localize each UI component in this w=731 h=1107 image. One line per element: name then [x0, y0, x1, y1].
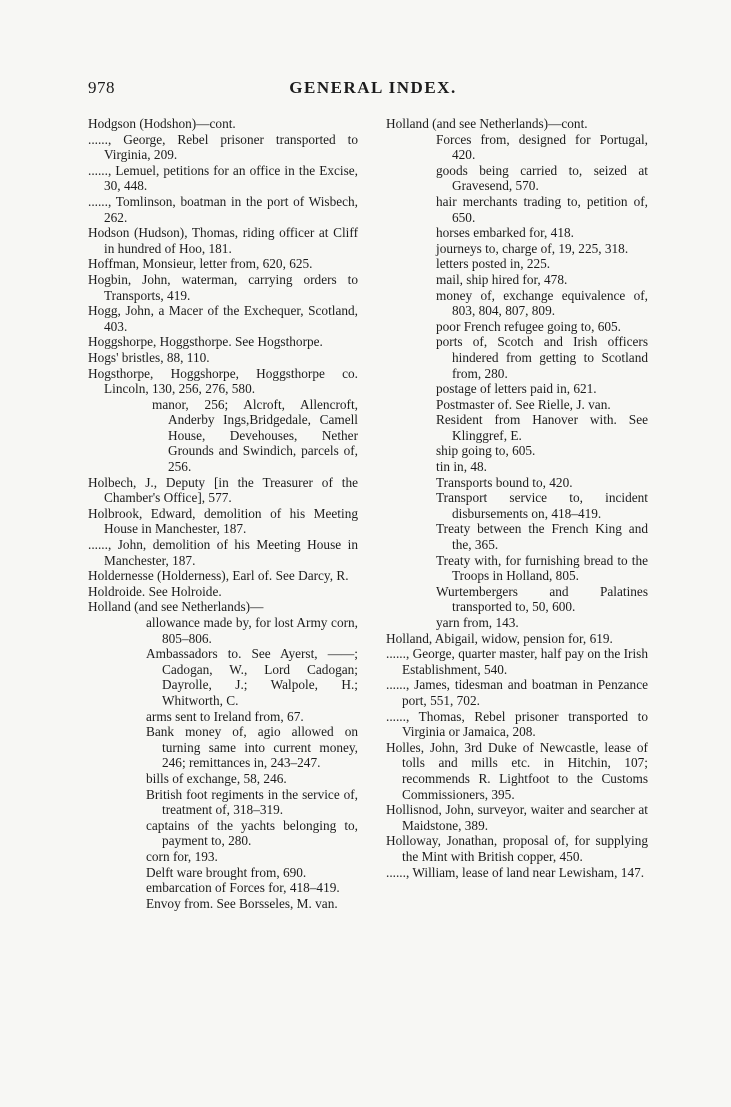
index-entry: Hodson (Hudson), Thomas, riding officer at Cliff in hundred of Hoo, 181. [88, 225, 358, 256]
index-entry: Holland (and see Netherlands)— [88, 599, 264, 615]
index-entry: tin in, 48. [436, 459, 487, 475]
index-entry: Holloway, Jonathan, proposal of, for supplying the Mint with British copper, 450. [386, 833, 648, 864]
index-entry: corn for, 193. [146, 848, 218, 864]
index-entry: ports of, Scotch and Irish officers hindered from getting to Scotland from, 280. [436, 334, 648, 381]
index-entry: Treaty with, for furnishing bread to the Troops in Holland, 805. [436, 552, 648, 584]
index-entry: Holland (and see Netherlands)—cont. [386, 116, 588, 131]
index-entry: embarcation of Forces for, 418–419. [146, 880, 340, 896]
index-entry: Envoy from. See Borsseles, M. van. [146, 895, 338, 911]
index-entry: Wurtembergers and Palatines transported to, 50, 600. [436, 583, 648, 615]
index-entry: Transports bound to, 420. [436, 474, 573, 490]
index-entry: goods being carried to, seized at Gravesend, 570. [436, 162, 648, 194]
index-entry: Hogsthorpe, Hoggshorpe, Hoggsthorpe co. Lincoln, 130, 256, 276, 580. [88, 365, 358, 397]
index-entry: ......, Tomlinson, boatman in the port of Wisbech, 262. [88, 193, 358, 225]
index-column-left [88, 116, 358, 911]
index-entry: Hollisnod, John, surveyor, waiter and searcher at Maidstone, 389. [386, 802, 648, 833]
index-entry: Hoggshorpe, Hoggsthorpe. See Hogsthorpe. [88, 334, 323, 350]
index-entry: ship going to, 605. [436, 443, 536, 459]
index-entry: Hogbin, John, waterman, carrying orders to Transports, 419. [88, 271, 358, 303]
index-entry: ......, George, Rebel prisoner transported to Virginia, 209. [88, 131, 358, 163]
index-entry: bills of exchange, 58, 246. [146, 770, 287, 786]
index-entry: Hogs' bristles, 88, 110. [88, 349, 210, 365]
index-entry: ......, George, quarter master, half pay on the Irish Establishment, 540. [386, 646, 648, 677]
index-entry: manor, 256; Alcroft, Allencroft, Anderby Ings,Bridgedale, Camell House, Devehouses, Nether Grounds and Swindich, parcels of, 256. [152, 396, 358, 475]
index-entry: hair merchants trading to, petition of, 650. [436, 193, 648, 225]
index-entry: captains of the yachts belonging to, payment to, 280. [146, 817, 358, 849]
index-entry: poor French refugee going to, 605. [436, 318, 622, 334]
index-entry: ......, Thomas, Rebel prisoner transported to Virginia or Jamaica, 208. [386, 708, 648, 740]
index-entry: letters posted in, 225. [436, 256, 551, 272]
index-entry: ......, John, demolition of his Meeting House in Manchester, 187. [88, 537, 358, 568]
index-entry: mail, ship hired for, 478. [436, 271, 568, 287]
index-entry: Holbrook, Edward, demolition of his Meeting House in Manchester, 187. [88, 505, 358, 537]
index-entry: allowance made by, for lost Army corn, 805–806. [146, 615, 358, 646]
index-entry: Holles, John, 3rd Duke of Newcastle, lease of tolls and mills etc. in Hitchin, 107; recommends R. Lightfoot to the Customs Commissioners, 395. [386, 739, 648, 802]
index-entry: postage of letters paid in, 621. [436, 381, 597, 397]
index-entry: British foot regiments in the service of, treatment of, 318–319. [146, 786, 358, 818]
index-entry: Holbech, J., Deputy [in the Treasurer of the Chamber's Office], 577. [88, 474, 358, 506]
index-entry: Hogg, John, a Macer of the Exchequer, Scotland, 403. [88, 303, 358, 334]
index-entry: Holland, Abigail, widow, pension for, 619. [386, 630, 613, 646]
index-entry: Holdroide. See Holroide. [88, 583, 222, 599]
index-column-right [386, 116, 648, 880]
index-entry: Bank money of, agio allowed on turning same into current money, 246; remittances in, 243–247. [146, 724, 358, 771]
index-entry: Treaty between the French King and the, 365. [436, 521, 648, 553]
index-entry: yarn from, 143. [436, 615, 519, 630]
page-number: 978 [88, 78, 115, 97]
index-entry: Resident from Hanover with. See Klinggref, E. [436, 412, 648, 443]
index-entry: Hodgson (Hodshon)—cont. [88, 116, 236, 131]
index-entry: money of, exchange equivalence of, 803, 804, 807, 809. [436, 287, 648, 319]
page-header [88, 78, 658, 100]
index-entry: Postmaster of. See Rielle, J. van. [436, 396, 611, 412]
index-entry: journeys to, charge of, 19, 225, 318. [436, 240, 629, 256]
index-entry: horses embarked for, 418. [436, 225, 574, 241]
running-head-title: GENERAL INDEX. [289, 78, 457, 97]
index-entry: Delft ware brought from, 690. [146, 864, 307, 880]
index-entry: ......, Lemuel, petitions for an office in the Excise, 30, 448. [88, 162, 358, 194]
index-entry: Transport service to, incident disbursements on, 418–419. [436, 490, 648, 521]
index-entry: arms sent to Ireland from, 67. [146, 708, 304, 724]
index-entry: ......, James, tidesman and boatman in Penzance port, 551, 702. [386, 677, 648, 708]
index-entry: Hoffman, Monsieur, letter from, 620, 625. [88, 256, 313, 272]
index-entry: Ambassadors to. See Ayerst, ——; Cadogan, W., Lord Cadogan; Dayrolle, J.; Walpole, H.; Whitworth, C. [146, 646, 358, 708]
index-entry: ......, William, lease of land near Lewisham, 147. [386, 864, 645, 880]
index-entry: Holdernesse (Holderness), Earl of. See Darcy, R. [88, 568, 349, 584]
index-entry: Forces from, designed for Portugal, 420. [436, 131, 648, 163]
